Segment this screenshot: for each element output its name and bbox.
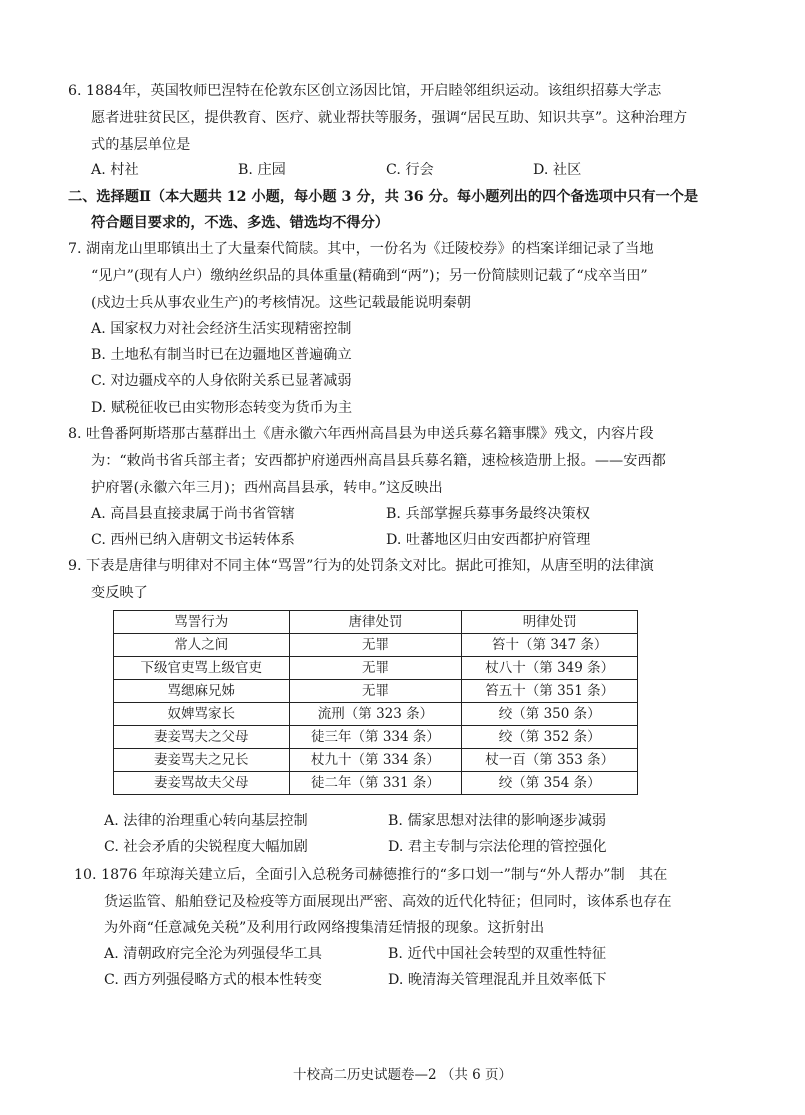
table-cell: 骂缌麻兄姊 xyxy=(114,680,290,703)
q6-option-b: B. 庄园 xyxy=(238,162,286,178)
page-footer: 十校高二历史试题卷—2 （共 6 页） xyxy=(292,1067,513,1083)
q8-option-b: B. 兵部掌握兵募事务最终决策权 xyxy=(386,506,590,522)
q9-stem-line-2: 变反映了 xyxy=(91,585,148,601)
q10-stem-line-3: 为外商“任意减免关税”及利用行政网络搜集清廷情报的现象。这折射出 xyxy=(104,920,545,936)
q10-stem-line-2: 货运监管、船舶登记及检疫等方面展现出严密、高效的近代化特征；但同时，该体系也存在 xyxy=(104,894,672,910)
q8-option-a: A. 高昌县直接隶属于尚书省管辖 xyxy=(91,506,295,522)
table-cell: 绞（第 352 条） xyxy=(462,726,638,749)
table-row xyxy=(114,772,638,795)
table-row xyxy=(114,726,638,749)
q9-option-d: D. 君主专制与宗法伦理的管控强化 xyxy=(388,839,607,855)
table-cell: 杖八十（第 349 条） xyxy=(462,657,638,680)
q8-option-d: D. 吐蕃地区归由安西都护府管理 xyxy=(386,532,591,548)
table-header-cell: 骂詈行为 xyxy=(114,611,290,634)
q6-option-a: A. 村社 xyxy=(91,162,139,178)
q6-option-c: C. 行会 xyxy=(386,162,434,178)
table-cell: 无罪 xyxy=(289,634,462,657)
table-row xyxy=(114,680,638,703)
table-cell: 妻妾骂夫之兄长 xyxy=(114,749,290,772)
table-row xyxy=(114,749,638,772)
table-header-row xyxy=(114,611,638,634)
table-cell: 无罪 xyxy=(289,680,462,703)
q6-stem-line-3: 式的基层单位是 xyxy=(91,137,191,153)
q7-option-c: C. 对边疆戍卒的人身依附关系已显著减弱 xyxy=(91,373,352,389)
table-cell: 徒三年（第 334 条） xyxy=(289,726,462,749)
q9-option-a: A. 法律的治理重心转向基层控制 xyxy=(104,813,308,829)
table-cell: 绞（第 350 条） xyxy=(462,703,638,726)
q7-option-a: A. 国家权力对社会经济生活实现精密控制 xyxy=(91,321,352,337)
q10-option-a: A. 清朝政府完全沦为列强侵华工具 xyxy=(104,946,322,962)
q9-option-b: B. 儒家思想对法律的影响逐步减弱 xyxy=(388,813,607,829)
table-cell: 妻妾骂夫之父母 xyxy=(114,726,290,749)
section2-heading-line-2: 符合题目要求的，不选、多选、错选均不得分） xyxy=(91,215,389,231)
table-cell: 笞五十（第 351 条） xyxy=(462,680,638,703)
q10-option-c: C. 西方列强侵略方式的根本性转变 xyxy=(104,972,322,988)
section2-heading-line-1: 二、选择题Ⅱ（本大题共 12 小题，每小题 3 分，共 36 分。每小题列出的四个备选项中只有一个是 xyxy=(68,189,699,205)
q7-stem-line-1: 7. 湖南龙山里耶镇出土了大量秦代简牍。其中，一份名为《迁陵校券》的档案详细记录了当地 xyxy=(68,241,654,257)
table-row xyxy=(114,703,638,726)
q7-option-d: D. 赋税征收已由实物形态转变为货币为主 xyxy=(91,400,353,416)
table-cell: 奴婢骂家长 xyxy=(114,703,290,726)
q10-option-b: B. 近代中国社会转型的双重性特征 xyxy=(388,946,607,962)
punishment-comparison-table xyxy=(113,610,638,795)
q7-stem-line-3: (戍边士兵从事农业生产)的考核情况。这些记载最能说明秦朝 xyxy=(91,295,471,311)
q7-stem-line-2: “见户”(现有人户）缴纳丝织品的具体重量(精确到“两”)；另一份简牍则记载了“戍卒当田” xyxy=(91,268,648,284)
table-header-cell: 唐律处罚 xyxy=(289,611,462,634)
q10-stem-line-1: 10. 1876 年琼海关建立后，全面引入总税务司赫德推行的“多口划一”制与“外人帮办”制 其在 xyxy=(74,867,668,883)
q10-option-d: D. 晚清海关管理混乱并且效率低下 xyxy=(388,972,607,988)
table-cell: 常人之间 xyxy=(114,634,290,657)
table-cell: 绞（第 354 条） xyxy=(462,772,638,795)
table-cell: 笞十（第 347 条） xyxy=(462,634,638,657)
table-cell: 杖一百（第 353 条） xyxy=(462,749,638,772)
table-cell: 徒二年（第 331 条） xyxy=(289,772,462,795)
table-cell: 流刑（第 323 条） xyxy=(289,703,462,726)
table-row xyxy=(114,634,638,657)
q6-stem-line-1: 6. 1884年，英国牧师巴涅特在伦敦东区创立汤因比馆，开启睦邻组织运动。该组织招募大学志 xyxy=(68,83,662,99)
table-cell: 杖九十（第 334 条） xyxy=(289,749,462,772)
q6-stem-line-2: 愿者进驻贫民区，提供教育、医疗、就业帮扶等服务，强调“居民互助、知识共享”。这种治理方 xyxy=(91,110,688,126)
table-cell: 妻妾骂故夫父母 xyxy=(114,772,290,795)
table-cell: 下级官吏骂上级官吏 xyxy=(114,657,290,680)
table-row xyxy=(114,657,638,680)
q8-stem-line-3: 护府署(永徽六年三月)；西州高昌县承，转申。”这反映出 xyxy=(91,480,443,496)
q6-option-d: D. 社区 xyxy=(533,162,582,178)
q7-option-b: B. 土地私有制当时已在边疆地区普遍确立 xyxy=(91,347,352,363)
q9-option-c: C. 社会矛盾的尖锐程度大幅加剧 xyxy=(104,839,308,855)
q9-stem-line-1: 9. 下表是唐律与明律对不同主体“骂詈”行为的处罚条文对比。据此可推知，从唐至明的法律演 xyxy=(68,558,654,574)
table-cell: 无罪 xyxy=(289,657,462,680)
q8-stem-line-2: 为：“敕尚书省兵部主者；安西都护府递西州高昌县兵募名籍，速检核造册上报。——安西都 xyxy=(91,453,666,469)
q8-stem-line-1: 8. 吐鲁番阿斯塔那古墓群出土《唐永徽六年西州高昌县为申送兵募名籍事牒》残文，内容片段 xyxy=(68,426,654,442)
table-header-cell: 明律处罚 xyxy=(462,611,638,634)
q8-option-c: C. 西州已纳入唐朝文书运转体系 xyxy=(91,532,295,548)
